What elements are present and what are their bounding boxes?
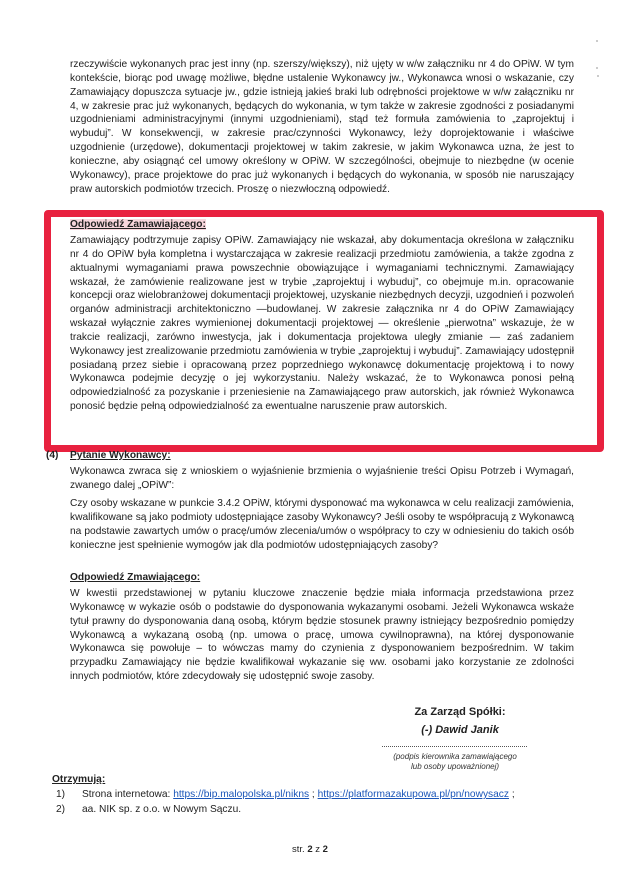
- recipients-heading-text: Otrzymują:: [52, 774, 106, 785]
- answer1-text: Zamawiający podtrzymuje zapisy OPiW. Zamawiający nie wskazał, aby dokumentacja określona w załączniku nr 4 do OPiW była kompletna i wystarczająca w zakresie realizacji przedmiotu zamówienia, a także zgodna z aktualnymi wymaganiami prawa powszechnie obowiązujące i wymaganiami technicznymi. Zamawiający wskazał, że zamówienie realizowane jest w trybie „zaprojektuj i wybuduj”, co obejmuje m.in. opracowanie koncepcji oraz wielobranżowej dokumentacji projektowej, uzyskanie niezbędnych decyzji, uzgodnień i pozwoleń organów administracji architektoniczno —budowlanej. W zakresie załącznika nr 4 do OPiW Zamawiający wskazał wyłącznie zakres wymienionej dokumentacji projektowej — określenie „pierwotna” wskazuje, że w trakcie realizacji, zarówno inwestycja, jak i dokumentacja projektowa uległy zmianie — zaś zadaniem Wykonawcy jest zrealizowanie przedmiotu zamówienia w trybie „zaprojektuj i wybuduj”. Zamawiający udostępnił posiadaną przez siebie i opracowaną przez poprzedniego wykonawcę dokumentację projektową i to nowy Wykonawca podejmie decyzję o jej wykorzystaniu. Należy wskazać, że to Wykonawca ponosi pełną odpowiedzialność za pozyskanie i przeniesienie na Zamawiającego praw autorskich, jak również Wykonawca ponosić będzie pełną odpowiedzialność za ewentualne naruszenie praw autorskich.: [70, 235, 574, 413]
- recipient-item-1-number: 1): [56, 789, 66, 800]
- recipient-item-2-text: aa. NIK sp. z o.o. w Nowym Sączu.: [82, 804, 242, 815]
- recipient-item-1-suffix: ;: [509, 789, 515, 800]
- page-footer: [0, 843, 620, 857]
- signature-caption-line1: (podpis kierownika zamawiającego: [393, 752, 517, 761]
- recipient-item-1: [56, 788, 596, 802]
- scan-mark: [597, 75, 599, 77]
- footer-total: 2: [322, 844, 328, 855]
- signature-caption: [370, 752, 540, 772]
- answer4-text: W kwestii przedstawionej w pytaniu kluczowe znaczenie będzie miała informacja przedstawiona przez Wykonawcę w wykazie osób o podstawie do dysponowania wykazanymi osobami. Jeżeli Wykonawca wskaże tytuł prawny do dysponowania daną osobą, którym będzie stosunek prawny istniejący bezpośrednio pomiędzy Wykonawcą a wykazaną osobą (np. umowa o pracę, umowa cywilnoprawna), na której dysponowanie Wykonawca się powołuje – to wówczas mamy do czynienia z dysponowaniem bezpośrednim. W takim przypadku Zamawiający nie będzie kwalifikował wykazanie się ww. osobami jako korzystanie ze zdolności innych podmiotów, które zdecydowały się udostępnić swoje zasoby.: [70, 588, 574, 683]
- recipients-heading: [52, 773, 105, 787]
- answer1-heading: [70, 218, 574, 232]
- question4-text: Czy osoby wskazane w punkcie 3.4.2 OPiW, którymi dysponować ma wykonawca w celu realizacji zamówienia, kwalifikowane są jako podmioty udostępniające zasoby Wykonawcy? Jeśli osoby te współpracują z Wykonawcą na podstawie zawartych umów o pracę/umów zlecenia/umów o współpracy to czy w odniesieniu do takich osób konieczne jest spełnienie wymogów jak dla podmiotów udostępniających zasoby?: [70, 498, 574, 551]
- question4-heading-text: Pytanie Wykonawcy:: [70, 450, 171, 461]
- answer1-heading-text: Odpowiedź Zamawiającego:: [70, 219, 206, 230]
- footer-mid: z: [312, 844, 323, 855]
- signature-name: (-) Dawid Janik: [421, 724, 499, 736]
- recipient-item-1-separator: ;: [309, 789, 318, 800]
- top-paragraph: rzeczywiście wykonanych prac jest inny (np. szerszy/większy), niż ujęty w w/w załączniku nr 4 do OPiW. W tym kontekście, biorąc pod uwagę możliwe, błędne ustalenie Wykonawcy jw., Wykonawca wnosi o wskazanie, czy Zamawiający dopuszcza sytuacje jw., gdzie istnieją jakieś braki lub odrębności projektowe w w/w załączniku nr 4, w zakresie prac już wykonanych, będących do wykonania, w tym także w zakresie zgodności z posiadanymi uzgodnieniami administracyjnymi (innymi uzgodnieniami), stąd też formuła zamówienia to „zaprojektuj i wybuduj”. W konsekwencji, w zakresie prac/czynności Wykonawcy, leży doprojektowanie i właściwe uzgodnienie (urzędowe), dokumentacji projektowej w takim zakresie, w jakim Wykonawca uzna, że jest to konieczne, aby osiągnąć cel umowy określony w OPiW. W szczególności, obejmuje to niezbędne (w ocenie Wykonawcy), prace projektowe do prac już wykonanych i będących do wykonania, w sposób nie naruszający praw autorskich podmiotów trzecich. Proszę o niezwłoczną odpowiedź.: [70, 59, 574, 195]
- signature-caption-line2: lub osoby upoważnionej): [410, 762, 500, 771]
- signature-title: Za Zarząd Spółki:: [414, 706, 506, 718]
- footer-page: 2: [307, 844, 313, 855]
- footer-prefix: str.: [292, 844, 308, 855]
- signature-dotted-line: [382, 746, 527, 747]
- answer4-heading: [70, 571, 574, 585]
- recipient-item-1-prefix: Strona internetowa:: [82, 789, 174, 800]
- question4-heading: [70, 449, 574, 463]
- signature-block: [380, 705, 540, 737]
- answer4-heading-text: Odpowiedź Zmawiającego:: [70, 572, 201, 583]
- scan-mark: [596, 40, 598, 42]
- bip-link[interactable]: https://bip.malopolska.pl/nikns: [173, 789, 310, 800]
- platforma-zakupowa-link[interactable]: https://platformazakupowa.pl/pn/nowysacz: [317, 789, 509, 800]
- question4-number: (4): [46, 450, 59, 461]
- recipient-item-2: [56, 803, 596, 817]
- question4-intro: Wykonawca zwraca się z wnioskiem o wyjaśnienie brzmienia o wyjaśnienie treści Opisu Potrzeb i Wymagań, zwanego dalej „OPiW”:: [70, 466, 574, 491]
- scan-mark: [596, 67, 598, 69]
- recipient-item-2-number: 2): [56, 804, 66, 815]
